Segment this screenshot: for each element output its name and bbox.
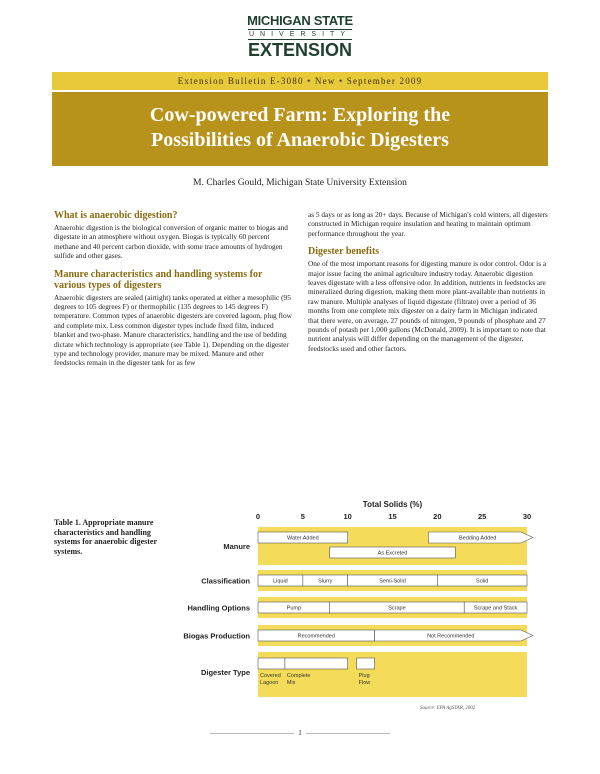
table-source: Source: EPA AgSTAR, 2002 [420, 706, 476, 711]
segment-bar [357, 658, 375, 669]
tick-label: 15 [388, 512, 397, 521]
page-number-text: 1 [294, 729, 306, 737]
segment-label: Liquid [273, 578, 288, 585]
segment-label: Semi-Solid [379, 578, 406, 585]
segment-label: Solid [476, 578, 489, 585]
tick-label: 30 [522, 512, 532, 521]
page-number [0, 729, 600, 737]
section-heading: Digester benefits [308, 246, 380, 258]
segment-label: Plug [358, 673, 370, 679]
axis-title: Total Solids (%) [362, 500, 423, 509]
segment-bar [285, 658, 348, 669]
segment-label: Recommended [297, 633, 335, 640]
row-label: Handling Options [187, 603, 250, 613]
logo-line-2: UNIVERSITY [248, 31, 351, 38]
tick-label: 5 [300, 512, 305, 521]
row-label: Classification [201, 576, 250, 586]
section-body: One of the most important reasons for digesting manure is odor control. Odor is a major issue facing the animal agriculture industry today. Anaerobic digestion leaves digestate with a less offensive odor. In addition, nutrients in feedstocks are mineralized during digestion, making them more plant-available than nutrients in raw manure. Multiple analyses of liquid digestate (filtrate) over a period of 36 months from one complete mix digester on a dairy farm in Michigan indicated that there were, on average, 27 pounds of nitrogen, 9 pounds of phosphate and 27 pounds of potash per 1,000 gallons (McDonald, 2009). It is important to note that nutrient analysis will differ depending on the management of the digester, feedstocks used and other factors. [308, 259, 547, 353]
tick-label: 20 [433, 512, 442, 521]
title-line-1: Cow-powered Farm: Exploring the [149, 104, 451, 126]
section-body: Anaerobic digestion is the biological conversion of organic matter to biogas and digestate in an atmosphere without oxygen. Biogas is typically 60 percent methane and 40 percent carbon dioxide, with some trace amounts of hydrogen sulfide and other gases. [54, 223, 288, 261]
segment-bar [258, 658, 285, 669]
tick-label: 10 [343, 512, 352, 521]
tick-label: 0 [255, 512, 261, 521]
row-label: Biogas Production [183, 631, 250, 641]
segment-label: Bedding Added [459, 535, 497, 542]
segment-label: Scrape [388, 605, 406, 612]
segment-label: Water Added [287, 535, 319, 542]
segment-label: Complete [286, 673, 311, 679]
section-body-continued: as 5 days or as long as 20+ days. Because of Michigan's cold winters, all digesters constructed in Michigan require insulation and heating to maintain optimum performance throughout the year. [308, 210, 548, 238]
tick-label: 25 [477, 512, 487, 521]
title-line-2: Possibilities of Anaerobic Digesters [151, 129, 449, 151]
bulletin-banner: Extension Bulletin E-3080 • New • September 2009 [52, 72, 548, 90]
author-line: M. Charles Gould, Michigan State University Extension [193, 178, 407, 188]
logo-line-3: EXTENSION [247, 40, 353, 60]
segment-label: Pump [286, 605, 302, 612]
segment-label: As Excreted [377, 550, 408, 557]
row-label: Digester Type [200, 668, 250, 677]
logo-line-1: MICHIGAN STATE [247, 13, 353, 28]
row-label: Manure [223, 542, 250, 551]
segment-label: Not Recommended [427, 633, 475, 640]
segment-label: Slurry [318, 578, 333, 585]
section-body: Anaerobic digesters are sealed (airtight) tanks operated at either a mesophilic (95 degrees to 105 degrees F) or thermophilic (135 degrees to 145 degrees F) temperature. Common types of anaerobic digesters are covered lagoon, plug flow and complete mix. Less common digester types include fixed film, induced blanket and two-phase. Manure characteristics, handling and the use of bedding dictate which technology is appropriate (see Table 1). Depending on the digester type and technology provider, manure may be mixed. Manure and other feedstocks remain in the digester tank for as few [54, 292, 292, 368]
section-heading: Manure characteristics and handling systems for various types of digesters [54, 268, 263, 291]
section-heading: What is anaerobic digestion? [54, 210, 178, 221]
segment-label: Lagoon [260, 680, 279, 686]
table-caption: Table 1. Appropriate manure characteristics and handling systems for anaerobic digester systems. [54, 518, 157, 556]
segment-label: Scrape and Stack [473, 605, 518, 612]
segment-label: Flow [358, 680, 371, 686]
segment-label: Mix [286, 680, 296, 686]
segment-label: Covered [260, 673, 281, 679]
